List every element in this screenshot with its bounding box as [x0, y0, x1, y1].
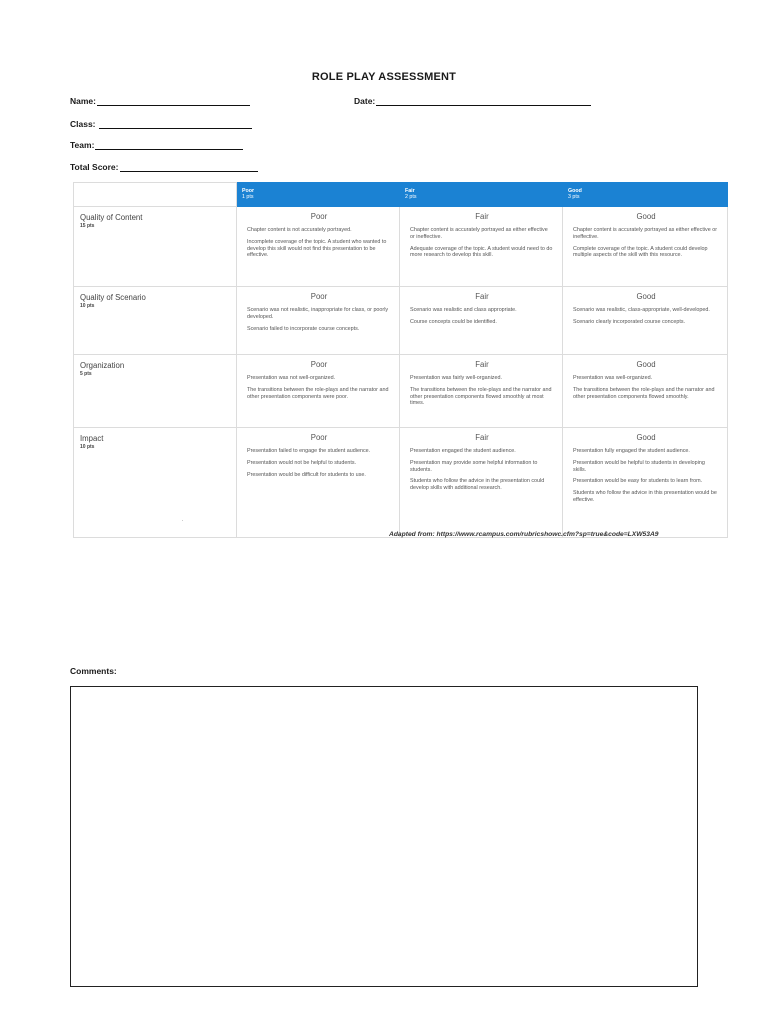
rating-cell-good[interactable]: Good Chapter content is accurately portrayed as either effective or ineffective. Complete coverage of the topic. A student could develop multiple aspects of the skill with this resource.: [563, 207, 728, 287]
rubric-header-row: [74, 183, 728, 207]
rubric-table: [73, 182, 728, 538]
date-label: Date:: [354, 96, 376, 106]
total-score-line: [120, 162, 258, 172]
table-row: [74, 207, 728, 287]
table-row: [74, 287, 728, 355]
rating-cell-fair[interactable]: Fair Presentation was fairly well-organized. The transitions between the role-plays and the narrator and other presentation components flowed smoothly at most times.: [400, 355, 563, 428]
criterion-cell: Quality of Scenario 10 pts: [74, 287, 237, 355]
rubric-header-good: Good 3 pts: [563, 183, 728, 207]
date-line: [376, 96, 591, 106]
team-label: Team:: [70, 140, 95, 150]
rating-cell-poor[interactable]: Poor Presentation failed to engage the student audience. Presentation would not be helpful to students. Presentation would be difficult for students to use.: [237, 428, 400, 538]
class-line: [99, 119, 252, 129]
rating-cell-good[interactable]: Good Scenario was realistic, class-appropriate, well-developed. Scenario clearly incorporated course concepts.: [563, 287, 728, 355]
table-row: [74, 355, 728, 428]
criterion-cell: Quality of Content 15 pts: [74, 207, 237, 287]
rating-cell-good[interactable]: Good Presentation was well-organized. The transitions between the role-plays and the narrator and other presentation components flowed smoothly.: [563, 355, 728, 428]
rating-cell-good[interactable]: Good Presentation fully engaged the student audience. Presentation would be helpful to students in developing skills. Presentation would be easy for students to learn from. Students who follow the advice in this presentation would be effective.: [563, 428, 728, 538]
rating-cell-poor[interactable]: Poor Presentation was not well-organized. The transitions between the role-plays and the narrator and other presentation components were poor.: [237, 355, 400, 428]
rating-cell-fair[interactable]: Fair Scenario was realistic and class appropriate. Course concepts could be identified.: [400, 287, 563, 355]
page-title: ROLE PLAY ASSESSMENT: [311, 71, 457, 83]
comments-box[interactable]: [70, 686, 698, 987]
team-field[interactable]: [70, 140, 243, 150]
rating-cell-poor[interactable]: Poor Scenario was not realistic, inappropriate for class, or poorly developed. Scenario failed to incorporate course concepts.: [237, 287, 400, 355]
name-line: [97, 96, 250, 106]
rubric-header-blank: [74, 183, 237, 207]
table-row: [74, 428, 728, 538]
total-score-field[interactable]: [70, 162, 258, 172]
rubric-header-poor: Poor 1 pts: [237, 183, 400, 207]
criterion-cell: Impact 10 pts: [74, 428, 237, 538]
scan-speck: [182, 520, 183, 521]
total-score-label: Total Score:: [70, 162, 119, 172]
name-field[interactable]: [70, 96, 250, 106]
rating-cell-fair[interactable]: Fair Presentation engaged the student audience. Presentation may provide some helpful information to students. Students who follow the advice in the presentation could develop skills with additional research.: [400, 428, 563, 538]
class-label: Class:: [70, 119, 96, 129]
date-field[interactable]: [354, 96, 591, 106]
rating-cell-fair[interactable]: Fair Chapter content is accurately portrayed as either effective or ineffective. Adequate coverage of the topic. A student would need to do more research to develop this skill.: [400, 207, 563, 287]
rating-cell-poor[interactable]: Poor Chapter content is not accurately portrayed. Incomplete coverage of the topic. A student who wanted to develop this skill would not find this presentation to be effective.: [237, 207, 400, 287]
comments-label: Comments:: [70, 666, 117, 676]
team-line: [95, 140, 243, 150]
name-label: Name:: [70, 96, 96, 106]
source-credit: Adapted from: https://www.rcampus.com/rubricshowc.cfm?sp=true&code=LXW53A9: [389, 531, 659, 538]
rubric-header-fair: Fair 2 pts: [400, 183, 563, 207]
criterion-cell: Organization 5 pts: [74, 355, 237, 428]
class-field[interactable]: [70, 119, 252, 129]
